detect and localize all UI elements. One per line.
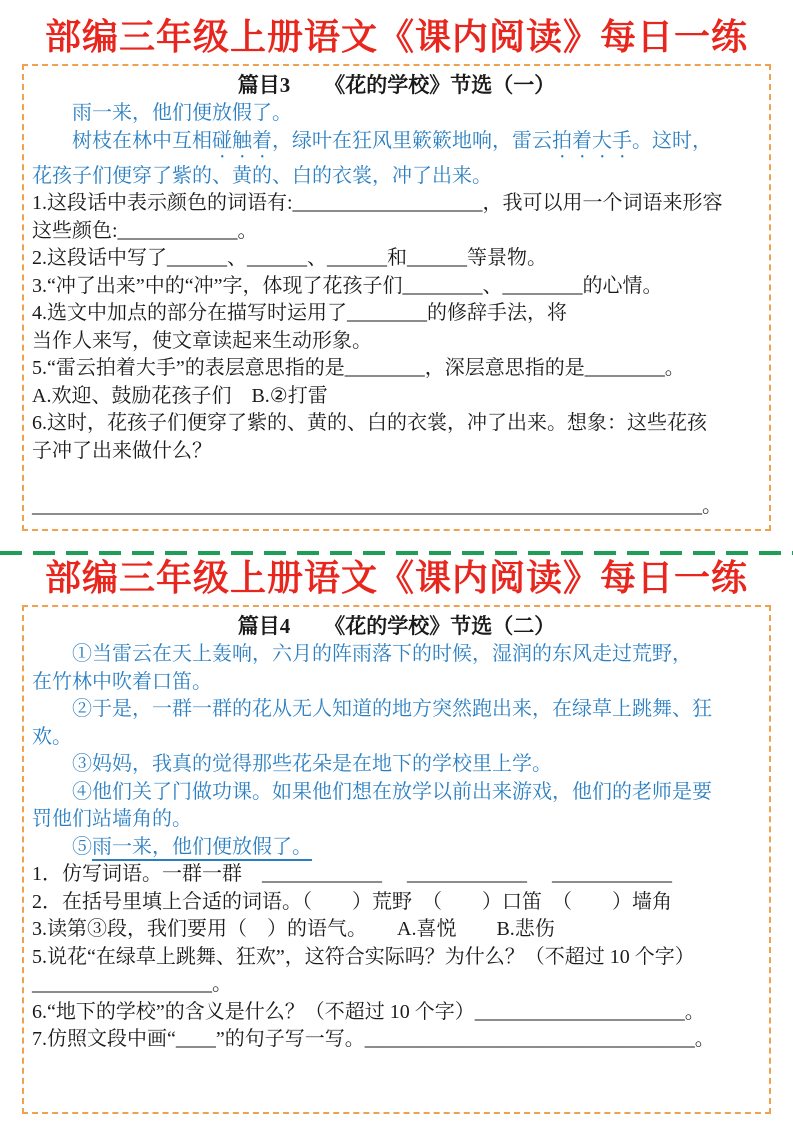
text-line [32, 100, 761, 128]
text-segment: ②于是，一群一群的花从无人知道的地方突然跑出来，在绿草上跳舞、狂 [72, 698, 712, 720]
text-segment: 子冲了出来做什么？ [32, 439, 212, 462]
questions-1 [32, 190, 761, 520]
text-segment: 6.这时，花孩子们便穿了紫的、黄的、白的衣裳，冲了出来。想象：这些花孩 [32, 412, 707, 434]
text-line [32, 218, 761, 246]
text-segment: 5.“雷云拍着大手”的表层意思指的是________，深层意思指的是________。 [32, 357, 685, 379]
text-line [32, 273, 761, 301]
text-line [32, 944, 761, 972]
text-line [32, 999, 761, 1027]
text-segment: 7.仿照文段中画“____”的句子写一写。_________________________________。 [32, 1028, 715, 1050]
text-segment: __________________。 [32, 973, 232, 995]
text-line [32, 724, 761, 752]
text-line [32, 834, 761, 862]
text-segment: 1.这段话中表示颜色的词语有:___________________，我可以用一个词语来形容 [32, 192, 723, 214]
text-line [32, 438, 761, 466]
text-segment: 3.读第③段，我们要用（ ）的语气。 A.喜悦 B.悲伤 [32, 918, 555, 940]
text-line [32, 971, 761, 999]
text-line [32, 1026, 761, 1054]
text-line [32, 163, 761, 191]
text-line [32, 916, 761, 944]
text-segment: 罚他们站墙角的。 [32, 808, 192, 830]
text-segment: ④他们关了门做功课。如果他们想在放学以前出来游戏，他们的老师是要 [72, 780, 712, 803]
text-segment: 1．仿写词语。一群一群 ____________ ____________ ____________ [32, 863, 672, 885]
text-segment: 2.这段话中写了______、______、______和______等景物。 [32, 247, 547, 269]
text-line [32, 190, 761, 218]
text-segment: 当作人来写，使文章读起来生动形象。 [32, 329, 372, 352]
text-line [32, 861, 761, 889]
text-segment: 树枝在林中互相 [72, 129, 212, 152]
text-segment: 在竹林中吹着口笛。 [32, 670, 212, 693]
text-line [32, 245, 761, 273]
text-line [32, 751, 761, 779]
text-line [32, 696, 761, 724]
text-segment: 4.选文中加点的部分在描写时运用了________的修辞手法，将 [32, 302, 567, 324]
text-segment: A.欢迎、鼓励花孩子们 B.②打雷 [32, 384, 328, 407]
passage-heading-2 [32, 611, 761, 641]
text-segment: ③妈妈，我真的觉得那些花朵是在地下的学校里上学。 [72, 753, 552, 775]
text-segment: ，绿叶在狂风里簌簌地响，雷云 [272, 129, 552, 152]
text-segment: ⑤ [72, 835, 92, 858]
passage-heading-1 [32, 70, 761, 100]
passage-text-1 [32, 100, 761, 190]
text-line [32, 300, 761, 328]
text-line [32, 779, 761, 807]
worksheet-title-bottom: 部编三年级上册语文《课内阅读》每日一练 [44, 558, 748, 598]
text-line [32, 641, 761, 669]
text-line [32, 669, 761, 697]
passage-title-2: 《花的学校》节选（二） [324, 614, 556, 638]
text-line [32, 328, 761, 356]
text-line [32, 465, 761, 493]
text-segment: 。这时， [632, 129, 712, 152]
worksheet-title-top: 部编三年级上册语文《课内阅读》每日一练 [44, 17, 748, 57]
text-segment: 6.“地下的学校”的含义是什么？（不超过 10 个字）_____________________。 [32, 1000, 705, 1023]
text-segment: 这些颜色:____________。 [32, 219, 258, 242]
passage-label-1: 篇目3 [237, 73, 291, 97]
text-line [32, 355, 761, 383]
text-segment: 2．在括号里填上合适的词语。（ ）荒野 （ ）口笛 （ ）墙角 [32, 890, 672, 913]
text-segment: 欢。 [32, 725, 72, 748]
passage-label-2: 篇目4 [237, 614, 291, 638]
text-segment: ①当雷云在天上轰响，六月的阵雨落下的时候，湿润的东风走过荒野， [72, 643, 692, 665]
text-segment: 雨一来，他们便放假了。 [72, 102, 292, 124]
questions-2 [32, 861, 761, 1054]
text-segment: ___________________________________________________________________。 [32, 494, 722, 517]
emphasized-text: 碰触着 [212, 129, 272, 152]
underlined-sentence: 雨一来，他们便放假了。 [92, 836, 312, 861]
exercise-box-1 [22, 64, 771, 531]
text-line [32, 128, 761, 163]
exercise-box-2 [22, 605, 771, 1114]
text-segment: 5.说花“在绿草上跳舞、狂欢”，这符合实际吗？为什么？（不超过 10 个字） [32, 945, 695, 968]
passage-title-1: 《花的学校》节选（一） [324, 73, 556, 97]
emphasized-text: 拍着大手 [552, 129, 632, 152]
text-line [32, 806, 761, 834]
text-line [32, 383, 761, 411]
text-line [32, 889, 761, 917]
text-line [32, 493, 761, 521]
text-segment: 花孩子们便穿了紫的、黄的、白的衣裳，冲了出来。 [32, 164, 492, 187]
text-line [32, 410, 761, 438]
passage-text-2 [32, 641, 761, 861]
text-segment: 3.“冲了出来”中的“冲”字，体现了花孩子们________、________的心情。 [32, 274, 663, 297]
